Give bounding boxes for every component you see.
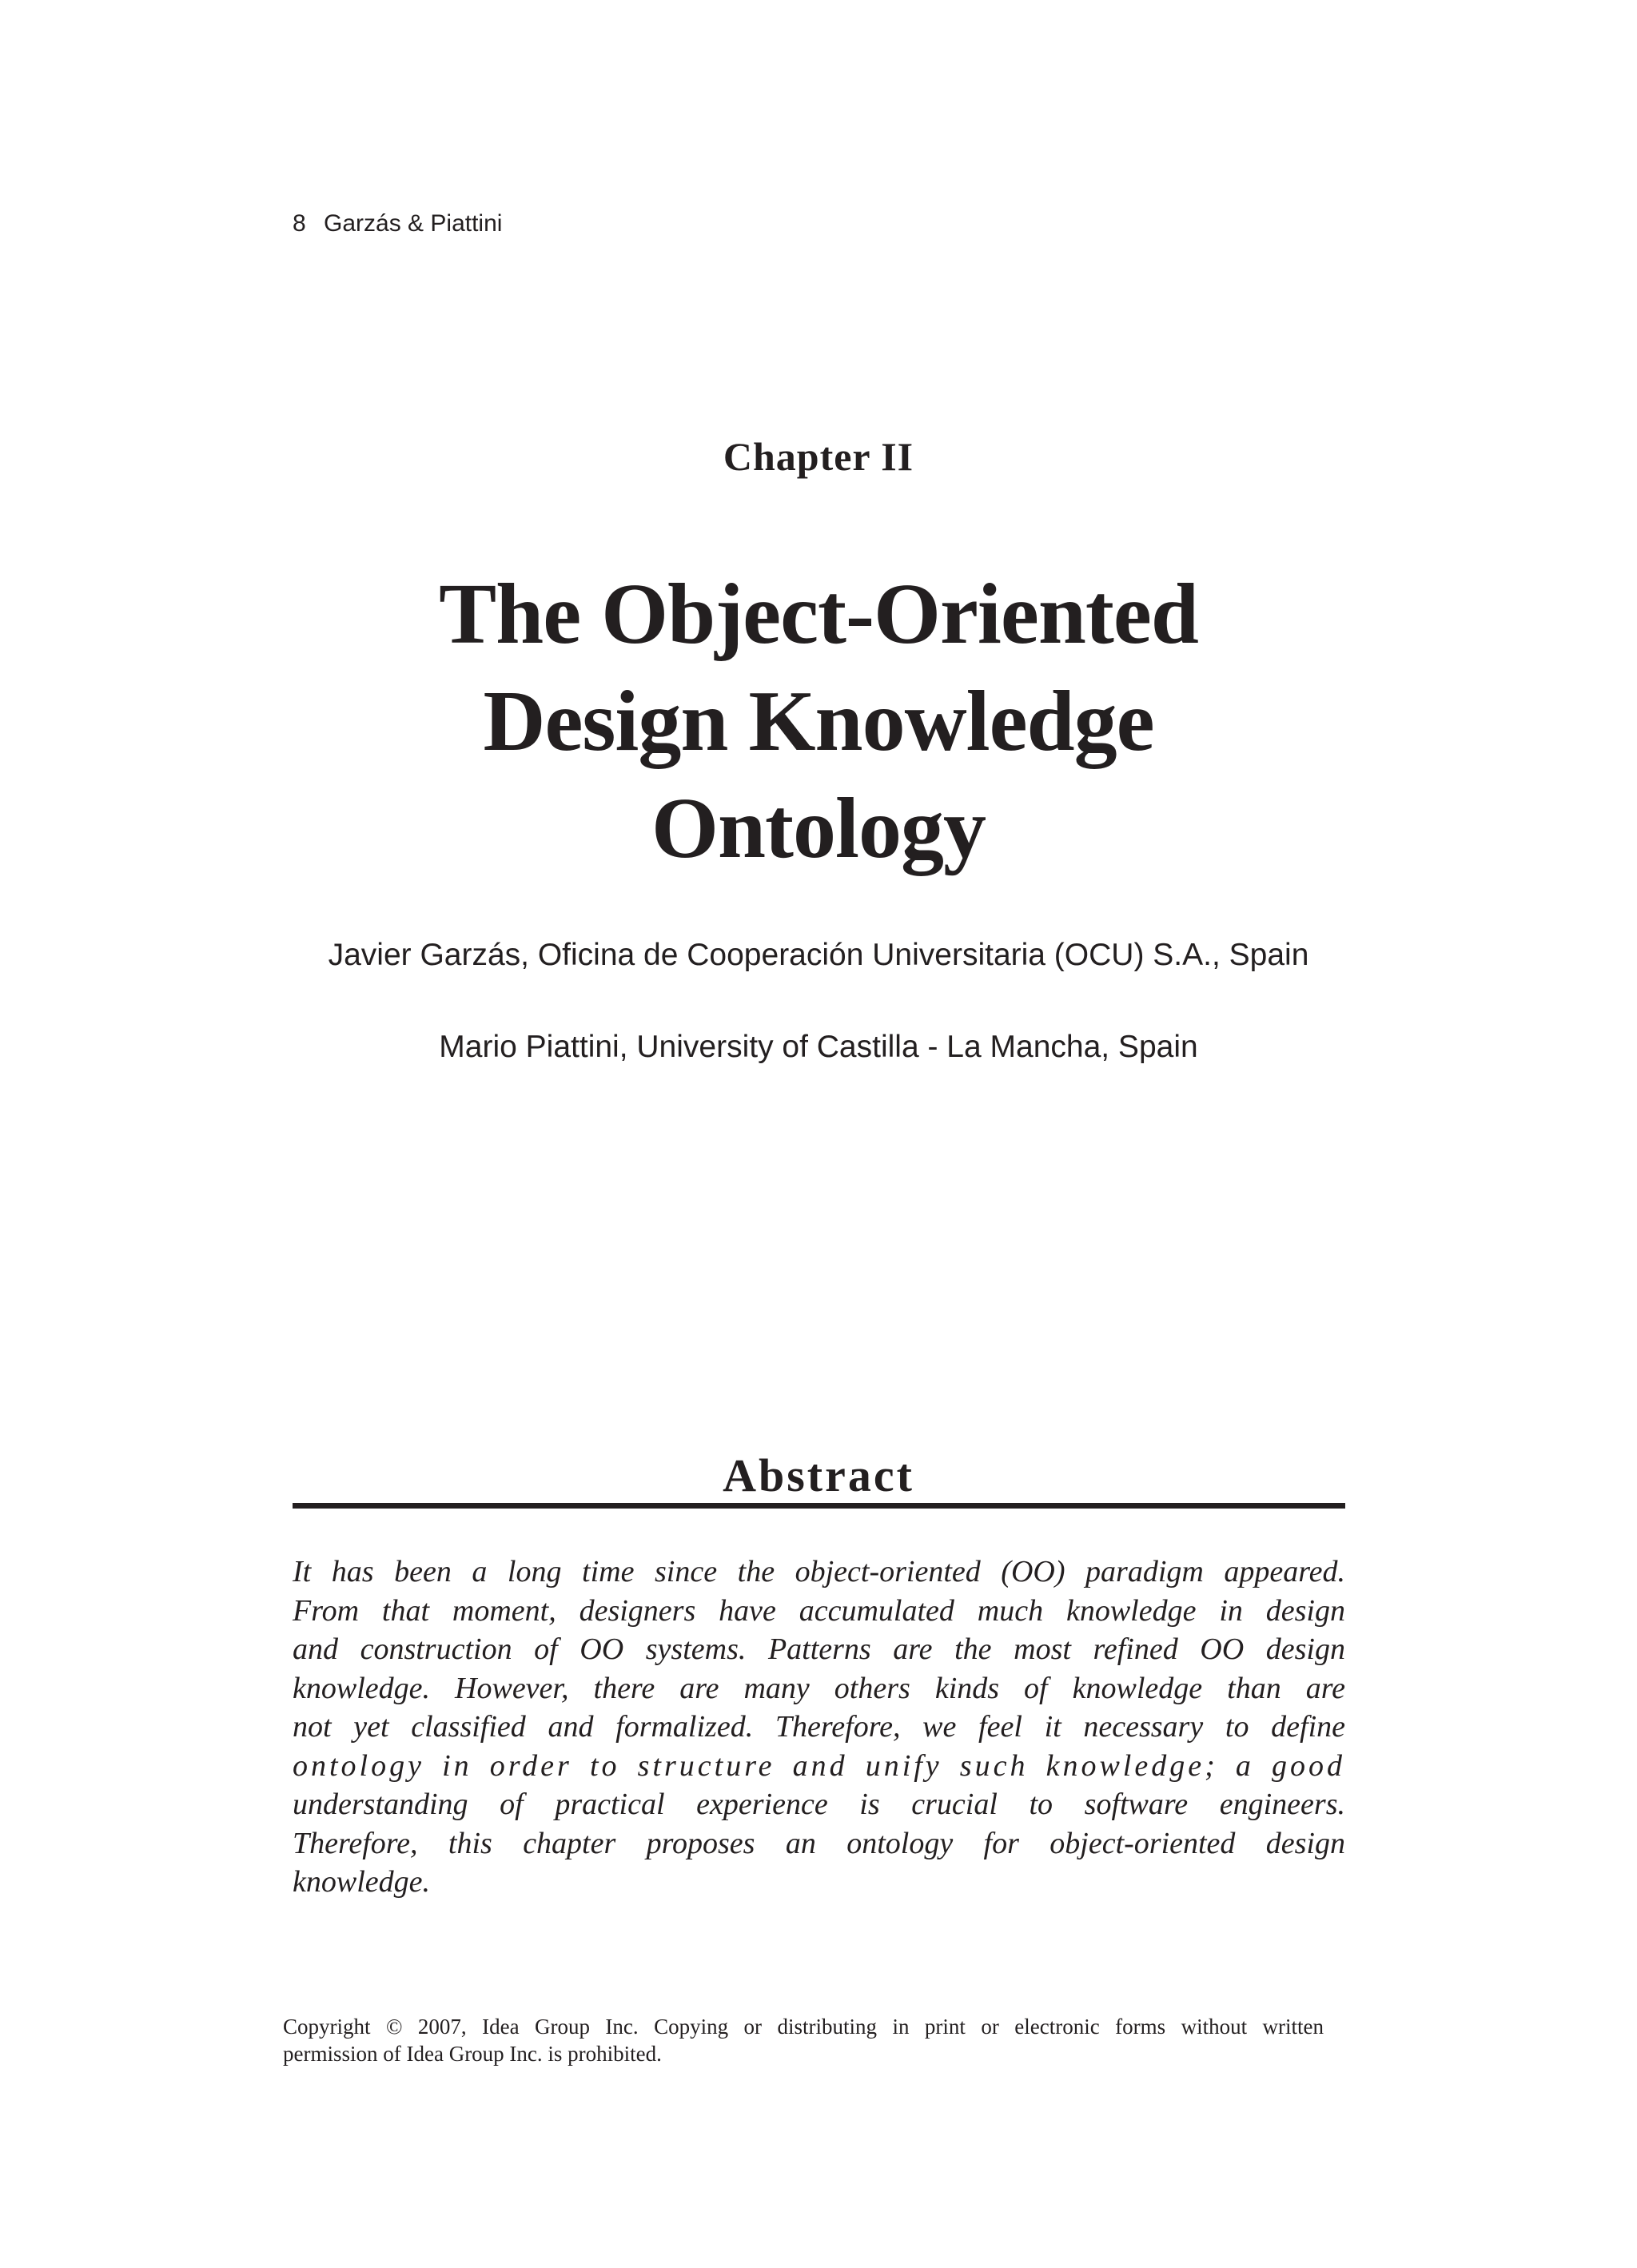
abstract-line: It has been a long time since the object-oriented (OO) paradigm appeared.: [293, 1555, 1345, 1588]
abstract-line: ontology in order to structure and unify such knowledge; a good: [293, 1748, 1345, 1783]
abstract-line: knowledge.: [293, 1865, 431, 1899]
abstract-line: knowledge. However, there are many others kinds of knowledge than are: [293, 1671, 1345, 1705]
abstract-line: From that moment, designers have accumulated much knowledge in design: [293, 1593, 1345, 1628]
copyright-notice: [283, 2013, 1324, 2067]
chapter-title-line: The Object-Oriented: [439, 567, 1198, 662]
abstract-line: and construction of OO systems. Patterns are the most refined OO design: [293, 1632, 1345, 1666]
author-affiliation: Mario Piattini, University of Castilla - La Mancha, Spain: [439, 1030, 1198, 1064]
abstract-body: [293, 1553, 1345, 1902]
chapter-label: Chapter II: [723, 434, 914, 479]
copyright-line: permission of Idea Group Inc. is prohibited.: [283, 2042, 662, 2066]
running-head: [293, 206, 502, 241]
author-affiliation: Javier Garzás, Oficina de Cooperación Universitaria (OCU) S.A., Spain: [328, 938, 1309, 972]
page-number: 8: [293, 210, 306, 237]
chapter-title-line: Ontology: [651, 781, 986, 876]
abstract-line: not yet classified and formalized. Therefore, we feel it necessary to define: [293, 1710, 1345, 1744]
chapter-title: [0, 561, 1637, 883]
abstract-divider: [293, 1503, 1345, 1509]
abstract-heading: Abstract: [723, 1449, 914, 1501]
abstract-line: Therefore, this chapter proposes an ontology for object-oriented design: [293, 1826, 1345, 1860]
abstract-line: understanding of practical experience is crucial to software engineers.: [293, 1788, 1345, 1821]
running-head-authors: Garzás & Piattini: [324, 210, 503, 237]
chapter-title-line: Design Knowledge: [483, 674, 1154, 769]
copyright-line: Copyright © 2007, Idea Group Inc. Copying or distributing in print or electronic forms without written: [283, 2015, 1324, 2039]
